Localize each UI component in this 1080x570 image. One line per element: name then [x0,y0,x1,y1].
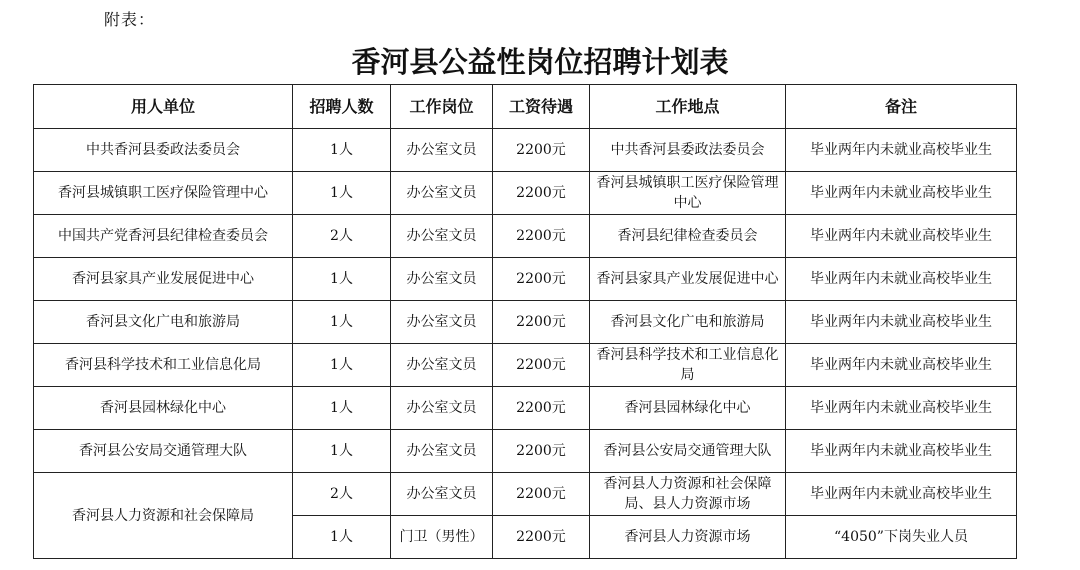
cell-salary: 2200元 [493,258,590,301]
cell-location: 香河县城镇职工医疗保险管理中心 [590,172,786,215]
cell-salary: 2200元 [493,344,590,387]
table-row [34,344,1017,387]
table-row [34,258,1017,301]
cell-salary: 2200元 [493,473,590,516]
cell-count: 1人 [293,430,391,473]
cell-unit: 香河县城镇职工医疗保险管理中心 [34,172,293,215]
cell-unit: 中共香河县委政法委员会 [34,129,293,172]
cell-unit: 香河县科学技术和工业信息化局 [34,344,293,387]
cell-location: 香河县家具产业发展促进中心 [590,258,786,301]
header-post: 工作岗位 [391,85,493,129]
cell-post: 办公室文员 [391,301,493,344]
cell-unit: 香河县家具产业发展促进中心 [34,258,293,301]
cell-unit: 香河县园林绿化中心 [34,387,293,430]
table-row [34,129,1017,172]
cell-post: 办公室文员 [391,344,493,387]
cell-salary: 2200元 [493,129,590,172]
cell-location: 香河县科学技术和工业信息化局 [590,344,786,387]
cell-unit: 香河县人力资源和社会保障局 [34,473,293,559]
cell-post: 办公室文员 [391,473,493,516]
cell-unit: 中国共产党香河县纪律检查委员会 [34,215,293,258]
cell-salary: 2200元 [493,430,590,473]
cell-note: 毕业两年内未就业高校毕业生 [786,129,1017,172]
cell-location: 中共香河县委政法委员会 [590,129,786,172]
cell-note: 毕业两年内未就业高校毕业生 [786,215,1017,258]
table-row [34,215,1017,258]
table-row [34,473,1017,516]
cell-count: 1人 [293,129,391,172]
cell-salary: 2200元 [493,172,590,215]
table-row [34,301,1017,344]
cell-note: “4050”下岗失业人员 [786,516,1017,559]
cell-location: 香河县人力资源市场 [590,516,786,559]
cell-unit: 香河县公安局交通管理大队 [34,430,293,473]
cell-post: 办公室文员 [391,172,493,215]
cell-count: 1人 [293,516,391,559]
table-header-row [34,85,1017,129]
cell-note: 毕业两年内未就业高校毕业生 [786,430,1017,473]
recruitment-plan-table [33,84,1017,559]
header-count: 招聘人数 [293,85,391,129]
cell-post: 办公室文员 [391,387,493,430]
cell-post: 办公室文员 [391,258,493,301]
header-unit: 用人单位 [34,85,293,129]
header-location: 工作地点 [590,85,786,129]
table-row [34,430,1017,473]
cell-location: 香河县人力资源和社会保障局、县人力资源市场 [590,473,786,516]
cell-location: 香河县文化广电和旅游局 [590,301,786,344]
cell-post: 办公室文员 [391,129,493,172]
cell-salary: 2200元 [493,387,590,430]
cell-note: 毕业两年内未就业高校毕业生 [786,473,1017,516]
cell-note: 毕业两年内未就业高校毕业生 [786,387,1017,430]
header-note: 备注 [786,85,1017,129]
cell-count: 2人 [293,473,391,516]
table-row [34,172,1017,215]
cell-note: 毕业两年内未就业高校毕业生 [786,344,1017,387]
annex-label: 附表： [104,10,156,29]
cell-location: 香河县园林绿化中心 [590,387,786,430]
cell-salary: 2200元 [493,516,590,559]
cell-note: 毕业两年内未就业高校毕业生 [786,301,1017,344]
cell-salary: 2200元 [493,215,590,258]
cell-count: 2人 [293,215,391,258]
cell-note: 毕业两年内未就业高校毕业生 [786,172,1017,215]
cell-post: 办公室文员 [391,215,493,258]
cell-location: 香河县公安局交通管理大队 [590,430,786,473]
header-salary: 工资待遇 [493,85,590,129]
cell-count: 1人 [293,301,391,344]
cell-post: 办公室文员 [391,430,493,473]
cell-location: 香河县纪律检查委员会 [590,215,786,258]
page-title: 香河县公益性岗位招聘计划表 [351,45,729,79]
cell-count: 1人 [293,172,391,215]
cell-count: 1人 [293,344,391,387]
cell-count: 1人 [293,258,391,301]
cell-note: 毕业两年内未就业高校毕业生 [786,258,1017,301]
cell-count: 1人 [293,387,391,430]
cell-post: 门卫（男性） [391,516,493,559]
cell-salary: 2200元 [493,301,590,344]
cell-unit: 香河县文化广电和旅游局 [34,301,293,344]
table-row [34,387,1017,430]
